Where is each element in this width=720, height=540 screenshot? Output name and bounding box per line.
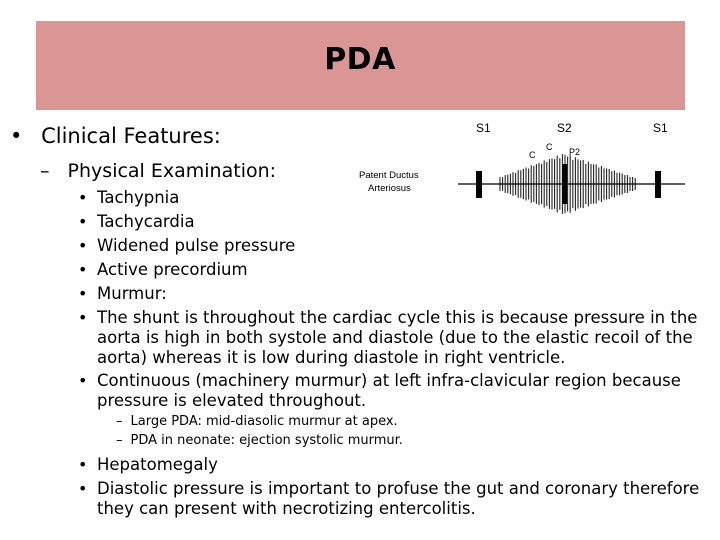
bullet-text: Widened pulse pressure [97,236,296,255]
bullet-dot: • [78,212,88,231]
bullet-dot: • [78,188,88,207]
bullet-dot: • [78,455,88,474]
level2-text: Physical Examination: [67,160,277,182]
s2-mark [562,164,567,204]
bullet-dot: • [78,236,88,255]
diagram-label-line2: Arteriosus [368,183,411,194]
bullet-text: Continuous (machinery murmur) at left infra-clavicular region because [97,371,681,390]
subbullet-text: PDA in neonate: ejection systolic murmur. [130,433,403,448]
level1-text: Clinical Features: [41,124,221,148]
bullet-text: aorta) whereas it is low during diastole in right ventricle. [97,348,566,367]
s1-right-label: S1 [653,121,668,135]
bullet-text: they can present with necrotizing entercolitis. [97,499,476,518]
bullet-text: Murmur: [97,284,167,303]
bullet-dot: • [78,479,88,498]
bullet-text: Hepatomegaly [97,455,218,474]
level2-bullet [40,160,276,182]
slide-title: PDA [324,42,396,77]
bullet-text: Active precordium [97,260,248,279]
dash-glyph: – [116,433,123,448]
bullet-dot: • [78,308,88,327]
bullet-text: aorta is high in both systole and diastole (due to the elastic recoil of the [97,328,693,347]
subbullet-neonate [116,433,403,448]
level1-bullet [10,124,221,148]
c-left-label: C [529,150,536,160]
bullet-text: Tachypnia [97,188,180,207]
s2-label: S2 [557,121,572,135]
bullet-dot: • [78,284,88,303]
s1-left-label: S1 [476,121,491,135]
diagram-label-line1: Patent Ductus [359,170,419,181]
bullet-text: pressure is elevated throughout. [97,391,367,410]
p2-label: P2 [569,147,581,157]
dash-glyph: – [40,160,50,182]
bullet-dot: • [10,124,23,148]
bullet-dot: • [78,371,88,390]
pda-phonocardiogram [340,115,690,215]
bullet-dot: • [78,260,88,279]
s1-left-mark [476,171,482,198]
s1-right-mark [655,171,661,198]
subbullet-large-pda [116,414,398,429]
subbullet-text: Large PDA: mid-diasolic murmur at apex. [130,414,398,429]
c-mid-label: C [546,142,553,152]
bullet-text: Tachycardia [97,212,195,231]
dash-glyph: – [116,414,123,429]
bullet-text: The shunt is throughout the cardiac cycle this is because pressure in the [97,308,698,327]
bullet-text: Diastolic pressure is important to profuse the gut and coronary therefore [97,479,700,498]
